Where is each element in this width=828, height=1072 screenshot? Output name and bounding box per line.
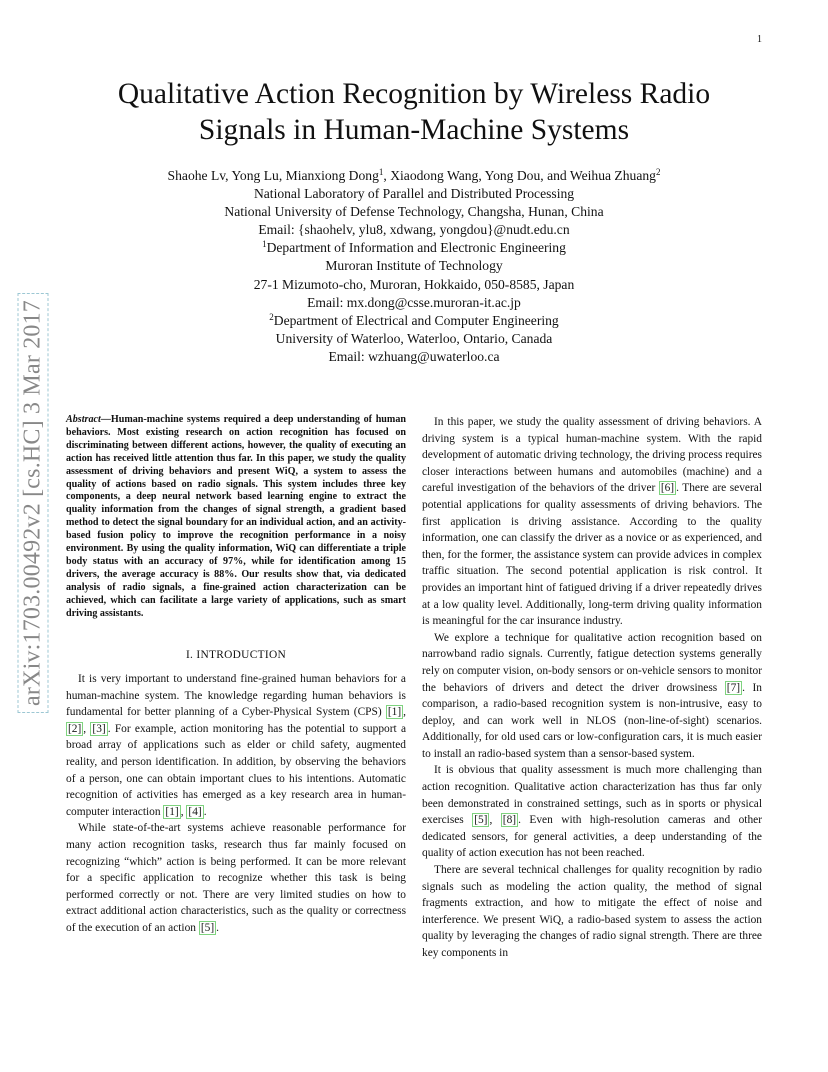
paragraph-text: , <box>403 706 406 719</box>
paragraph <box>422 630 762 763</box>
paragraph <box>66 671 406 820</box>
paragraph <box>422 414 762 630</box>
abstract <box>66 414 406 621</box>
page-number: 1 <box>757 34 762 45</box>
left-column <box>66 414 406 937</box>
author-names: Shaohe Lv, Yong Lu, Mianxiong Dong$^1$, Xiaodong Wang, Yong Dou, and Weihua Zhuang$^2$ <box>167 167 661 183</box>
abstract-text: —Human-machine systems required a deep understanding of human behaviors. Most existing research on action recognition has focused on discriminating between different actions, however, the quality of executing an action has received little attention thus far. In this paper, we study the quality assessment of driving behaviors and present WiQ, a system to assess the quality of actions based on radio signals. This system includes three key components, a deep neural network based learning engine to extract the quality information from the changes of signal strength, a gradient based method to detect the signal boundary for an individual action, and an activity-based fusion policy to improve the recognition performance in a noisy environment. By using the quality information, WiQ can differentiate a triple body status with an accuracy of 97%, while for identification among 15 drivers, the average accuracy is 88%. Our results show that, via dedicated analysis of radio signals, a fine-grained action characterization can be achieved, which can facilitate a large variety of applications, such as smart driving assistants. <box>66 414 406 619</box>
paragraph-text: In this paper, we study the quality assessment of driving behaviors. A driving system is a typical human-machine system. With the rapid development of automatic driving technology, the driving process requires closer interactions between humans and automobiles (machine) and a careful investigation of the behaviors of the driver <box>422 416 762 495</box>
affiliation-line: $^1$Department of Information and Electronic Engineering <box>262 239 566 256</box>
paragraph-text: . There are several potential applications for quality assessments of driving behaviors. The first application is driving assistance. According to the quality information, one can classify the driver as a novice or as experienced, and then, for the former, the assistance system can provide advices in complex traffic situation. The second potential application is risk control. It provides an important hint of fatigued driving if a driver repeatedly drives at a low quality level. Additionally, long-term driving quality information is meaningful for the car insurance industry. <box>422 482 762 628</box>
citation-link[interactable]: [5] <box>474 814 488 827</box>
citation-link[interactable]: [1] <box>387 706 402 719</box>
citation-link[interactable]: [6] <box>660 482 675 495</box>
paragraph-text: We explore a technique for qualitative action recognition based on narrowband radio signals. Currently, fatigue detection systems generally rely on computer vision, on-body sensors or on-vehicle sensors to monitor the behaviors of drivers and detect the driver drowsiness <box>422 631 762 694</box>
paragraph-text: . For example, action monitoring has the potential to support a broad array of applications such as elder or child safety, augmented reality, and person identification. In addition, by observing the behaviors of a person, one can obtain important clues to his intentions. Automatic recognition of activities has emerged as a key research area in human-computer interaction <box>66 722 406 818</box>
citation-link[interactable]: [5] <box>200 922 215 934</box>
citation-link[interactable]: [2] <box>68 722 82 735</box>
paragraph-text: It is obvious that quality assessment is much more challenging than action recognition. Qualitative action characterization has thus far only been demonstrated in constrained settings, such as in sports or physical exercises <box>422 764 762 827</box>
affiliation-line: $^2$Department of Electrical and Computer Engineering <box>269 311 559 328</box>
paragraph-text: . <box>203 805 207 818</box>
abstract-label: Abstract <box>66 414 101 425</box>
paragraph-text: , <box>180 805 187 818</box>
paragraph-text: . Even with high-resolution cameras and other dedicated sensors, for general activities, a deep understanding of the quality of action execution has not been reached. <box>422 814 762 860</box>
paragraph <box>422 762 762 862</box>
citation-link[interactable]: [7] <box>726 681 741 694</box>
paragraph-text: , <box>83 722 91 735</box>
email-line: Email: wzhuang@uwaterloo.ca <box>328 348 500 364</box>
affiliation-line: 27-1 Mizumoto-cho, Muroran, Hokkaido, 050-8585, Japan <box>253 276 575 292</box>
affiliation-line: Muroran Institute of Technology <box>325 258 503 274</box>
paragraph-text: . In comparison, a radio-based recognition system is non-intrusive, easy to deploy, and can work well in NLOS (non-line-of-sight) scenarios. Additionally, for old used cars or low-configuration cars, it is much easier to install an radio-based system than a sensor-based system. <box>422 681 762 760</box>
paragraph-text: There are several technical challenges for quality recognition by radio signals such as modeling the action quality, the method of signal fragments extraction, and how to mitigate the effect of noise and interference. We present WiQ, a radio-based system to assess the action quality by leveraging the changes of radio signal strength. There are three key components in <box>422 864 762 959</box>
citation-link[interactable]: [1] <box>165 805 179 818</box>
email-line: Email: {shaohelv, ylu8, xdwang, yongdou}@nudt.edu.cn <box>258 222 570 238</box>
affiliation-line: National University of Defense Technology, Changsha, Hunan, China <box>224 204 604 220</box>
paragraph <box>66 820 406 936</box>
paragraph-text: . <box>216 922 219 934</box>
citation-link[interactable]: [4] <box>188 805 202 818</box>
email-line: Email: mx.dong@csse.muroran-it.ac.jp <box>307 294 521 310</box>
paragraph-text: , <box>489 814 501 827</box>
citation-link[interactable]: [3] <box>92 722 106 735</box>
section-heading: I. INTRODUCTION <box>185 648 287 661</box>
citation-link[interactable]: [8] <box>502 814 517 827</box>
paragraph <box>422 862 762 962</box>
affiliation-line: University of Waterloo, Waterloo, Ontario, Canada <box>275 330 553 346</box>
title-line: Signals in Human-Machine Systems <box>198 114 630 146</box>
paragraph-text: While state-of-the-art systems achieve reasonable performance for many action recognition tasks, research thus far mainly focused on recognizing “which” action is being performed. It can be more relevant for a specific application to recognize whether this task is being performed correctly or not. There are very limited studies on how to extract additional action characteristics, such as the quality or correctness of the execution of an action <box>66 822 406 934</box>
paragraph-text: It is very important to understand fine-grained human behaviors for a human-machine system. The knowledge regarding human behaviors is fundamental for better planning of a Cyber-Physical System (CPS) <box>66 673 406 719</box>
title-line: Qualitative Action Recognition by Wireless Radio <box>117 78 711 110</box>
paper-title <box>0 76 828 148</box>
author-block <box>0 167 828 366</box>
arxiv-identifier: arXiv:1703.00492v2 [cs.HC] 3 Mar 2017 <box>18 293 49 713</box>
affiliation-line: National Laboratory of Parallel and Distributed Processing <box>253 186 575 202</box>
right-column <box>422 414 762 962</box>
